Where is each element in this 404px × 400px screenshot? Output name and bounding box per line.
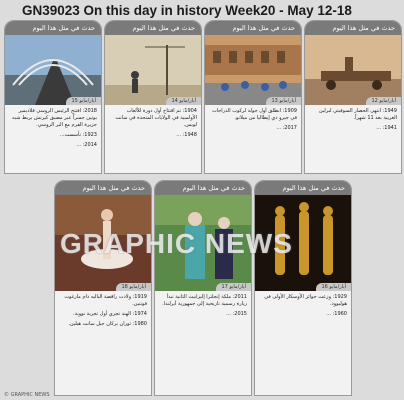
card-label: حدث في مثل هذا اليوم [255, 181, 351, 195]
event-card-may-17 [154, 180, 252, 396]
event-card-may-14 [104, 20, 202, 174]
oscars-photo [255, 195, 351, 291]
card-text: 1980: ثوران بركان جبل سانت هيلين. [68, 321, 147, 327]
card-text: 1949: انتهى الحصار السوفيتي لبرلين الغربية بعد 11 شهراً. [318, 108, 397, 121]
watermark: GRAPHIC NEWS [60, 228, 293, 259]
card-date: 16 أيار/مايو [316, 283, 351, 291]
copyright: © GRAPHIC NEWS [4, 392, 50, 398]
event-card-may-15 [4, 20, 102, 174]
card-text: 2015: ... [226, 311, 247, 317]
card-text: 2018: افتتح الرئيس الروسي فلاديمير بوتين جسراً عبر مضيق كيرتش يربط شبه جزيرة القرم مع البر الروسي. [12, 108, 97, 128]
card-date: 12 أيار/مايو [366, 97, 401, 105]
queen-visit-photo [155, 195, 251, 291]
card-text: 1919: ولادت راقصة الباليه دام مارغوت فونتين. [64, 294, 147, 307]
card-date: 15 أيار/مايو [66, 97, 101, 105]
card-text: 2011: ملكة إنجلترا إليزابيث الثانية تبدأ زيارة رسمية تاريخية إلى جمهورية أيرلندا. [162, 294, 247, 307]
card-date: 14 أيار/مايو [166, 97, 201, 105]
event-card-may-13 [204, 20, 302, 174]
card-label: حدث في مثل هذا اليوم [155, 181, 251, 195]
page-title: GN39023 On this day in history Week20 - May 12-18 [22, 3, 352, 18]
card-text: 1929: وزعت جوائز الأوسكار الأولى في هوليوود. [264, 294, 347, 307]
card-text: 1904: تم افتتاح أول دورة للألعاب الأولمبية في الولايات المتحدة في سانت لويس. [115, 108, 197, 128]
card-date: 17 أيار/مايو [216, 283, 251, 291]
card-text: 2014: ... [76, 142, 97, 148]
berlin-airlift-photo [305, 35, 401, 105]
card-text: 1941: ... [376, 125, 397, 131]
olympics-photo [105, 35, 201, 105]
card-date: 18 أيار/مايو [116, 283, 151, 291]
card-text: 1909: انطلق أول جولة لركوب الدراجات في جيرو دي إيطاليا من ميلانو. [211, 108, 297, 121]
card-label: حدث في مثل هذا اليوم [55, 181, 151, 195]
card-text: 1923: تأسست... [59, 132, 97, 138]
card-text: 1948: ... [176, 132, 197, 138]
bridge-photo [5, 35, 101, 105]
card-date: 13 أيار/مايو [266, 97, 301, 105]
event-card-may-18 [54, 180, 152, 396]
event-card-may-16 [254, 180, 352, 396]
card-label: حدث في مثل هذا اليوم [305, 21, 401, 35]
card-label: حدث في مثل هذا اليوم [105, 21, 201, 35]
card-text: 1960: ... [326, 311, 347, 317]
event-card-may-12 [304, 20, 402, 174]
ballet-photo [55, 195, 151, 291]
cycling-photo [205, 35, 301, 105]
card-label: حدث في مثل هذا اليوم [205, 21, 301, 35]
card-text: 2017: ... [276, 125, 297, 131]
card-label: حدث في مثل هذا اليوم [5, 21, 101, 35]
card-text: 1974: الهند تجري أول تجربة نووية. [73, 311, 147, 317]
